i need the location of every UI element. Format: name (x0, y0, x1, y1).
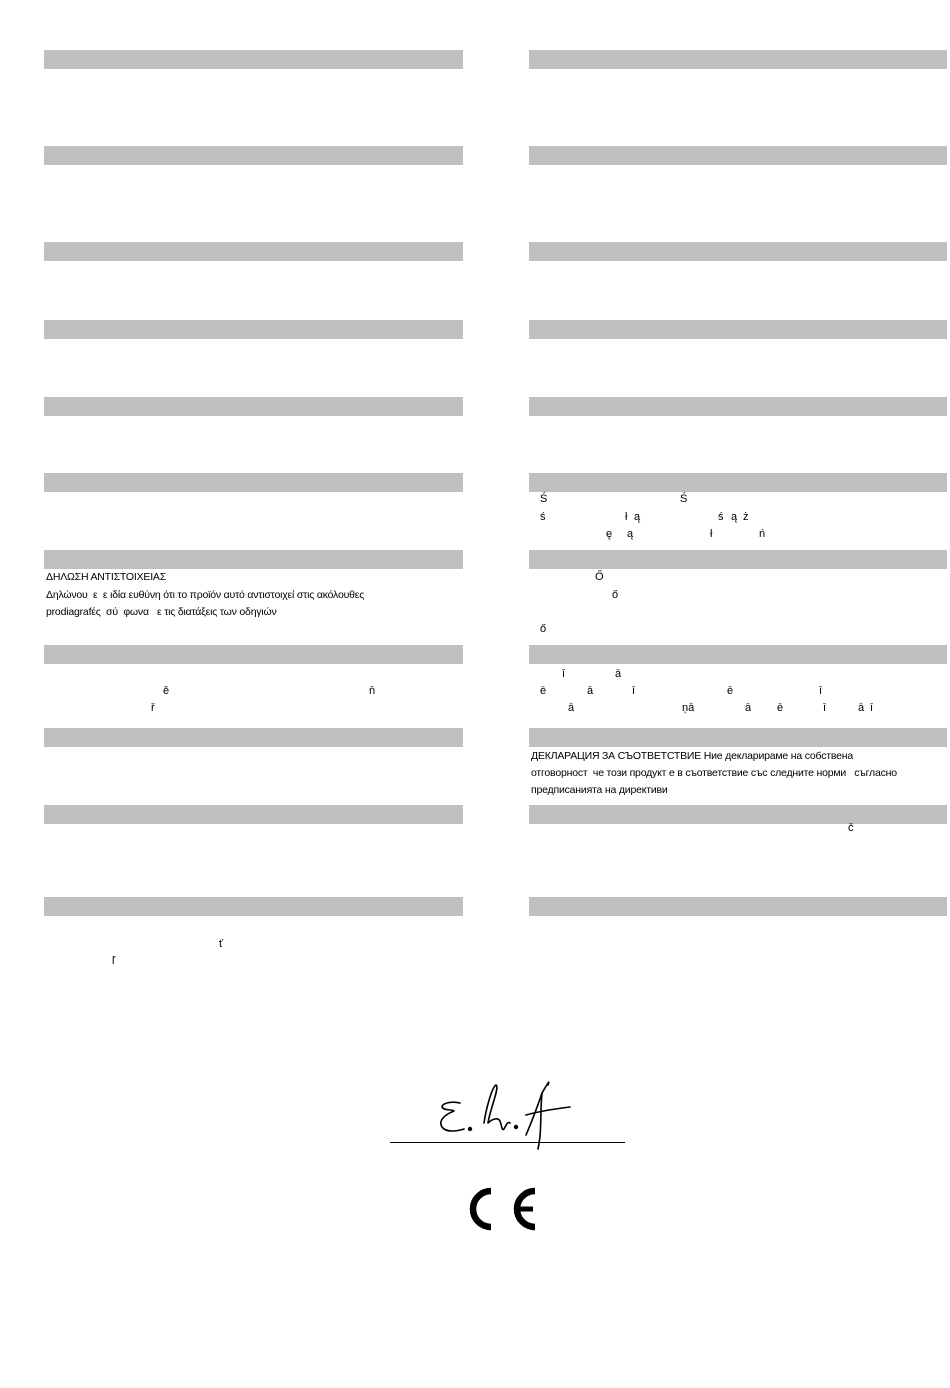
polish-char: ł (710, 528, 713, 540)
czech-char: ě (163, 685, 170, 697)
polish-char: ą (627, 528, 634, 540)
section-header-bar (44, 397, 463, 416)
section-header-bar (44, 320, 463, 339)
slovak-char: ť (219, 938, 224, 950)
section-header-bar (44, 805, 463, 824)
latvian-char: ņā (682, 702, 695, 714)
polish-char: ń (759, 528, 766, 540)
hungarian-char: Ő (595, 571, 604, 583)
section-header-bar (529, 242, 947, 261)
section-header-bar (44, 146, 463, 165)
section-header-bar (44, 728, 463, 747)
ce-mark-icon (463, 1185, 541, 1233)
hungarian-char: ő (612, 589, 619, 601)
section-header-bar (529, 397, 947, 416)
signature-icon (430, 1075, 580, 1155)
polish-char: ę (606, 528, 613, 540)
hungarian-char: ő (540, 623, 547, 635)
latvian-char: ē (777, 702, 784, 714)
polish-char: Ś (680, 493, 688, 505)
latvian-char: ē (540, 685, 547, 697)
latvian-char: ī (823, 702, 827, 714)
section-header-bar (44, 550, 463, 569)
signature-line (390, 1142, 625, 1143)
polish-char: ą (731, 511, 738, 523)
polish-char: ś (540, 511, 546, 523)
latvian-char: ī (819, 685, 823, 697)
bulgarian-declaration-title: ДЕКЛАРАЦИЯ ЗА СЪОТВЕТСТВИЕ Ние декларираме на собствена (531, 750, 854, 762)
latvian-char: ā (615, 668, 622, 680)
latvian-char: ā (587, 685, 594, 697)
greek-declaration-title: ΔΗΛΩΣΗ ΑΝΤΙΣΤΟΙΧΕΙΑΣ (46, 571, 167, 583)
bulgarian-declaration-text: отговорност че този продукт е в съответствие със следните норми съгласно (531, 767, 897, 779)
section-header-bar (529, 805, 947, 824)
polish-char: ś (718, 511, 724, 523)
czech-char: ň (369, 685, 376, 697)
latvian-char: ā (858, 702, 865, 714)
section-header-bar (529, 146, 947, 165)
section-header-bar (529, 728, 947, 747)
section-header-bar (529, 320, 947, 339)
latvian-char: ā (745, 702, 752, 714)
polish-char: ą (634, 511, 641, 523)
latvian-char: ī (870, 702, 874, 714)
section-header-bar (529, 473, 947, 492)
section-header-bar (44, 242, 463, 261)
polish-char: ż (743, 511, 749, 523)
bulgarian-declaration-text: предписанията на директиви (531, 784, 668, 796)
section-header-bar (529, 550, 947, 569)
section-header-bar (529, 897, 947, 916)
latvian-char: ā (568, 702, 575, 714)
greek-declaration-text: prodiagrafές σύ φωνα ε τις διατάξεις των οδηγιών (46, 606, 277, 618)
czech-char: ř (151, 702, 155, 714)
latvian-char: ī (562, 668, 566, 680)
section-header-bar (529, 645, 947, 664)
section-header-bar (44, 50, 463, 69)
section-header-bar (44, 645, 463, 664)
polish-char: ł (625, 511, 628, 523)
slovak-char: ľ (112, 955, 116, 967)
section-header-bar (529, 50, 947, 69)
section-header-bar (44, 897, 463, 916)
latvian-char: ī (632, 685, 636, 697)
lithuanian-char: č (848, 822, 854, 834)
greek-declaration-text: Δηλώνου ε ε ιδία ευθύνη ότι το προϊόν αυτό αντιστοιχεί στις ακόλουθες (46, 589, 365, 601)
latvian-char: ē (727, 685, 734, 697)
polish-char: Ś (540, 493, 548, 505)
section-header-bar (44, 473, 463, 492)
